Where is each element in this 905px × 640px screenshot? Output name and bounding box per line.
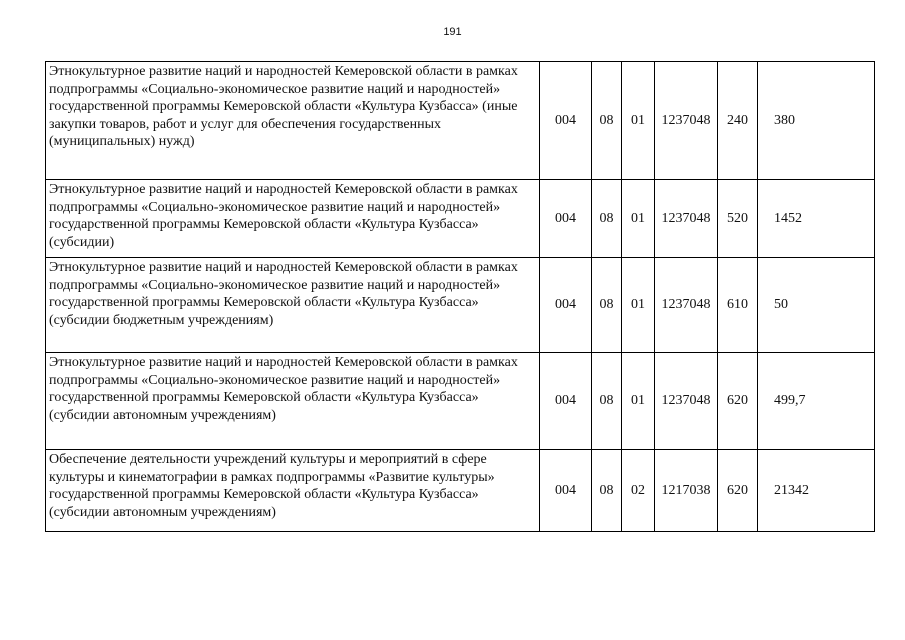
subsection-code: 01 (622, 180, 655, 258)
row-description: Этнокультурное развитие наций и народностей Кемеровской области в рамках подпрограммы «Социально-экономическое развитие наций и народностей» государственной программы Кемеровской области «Культура Кузбасса» (субсидии автономным учреждениям) (46, 353, 540, 450)
amount: 50 (758, 258, 875, 353)
subsection-code: 01 (622, 353, 655, 450)
department-code: 004 (540, 180, 592, 258)
amount: 380 (758, 62, 875, 180)
department-code: 004 (540, 62, 592, 180)
expense-type-code: 240 (718, 62, 758, 180)
target-article-code: 1237048 (655, 258, 718, 353)
subsection-code: 02 (622, 450, 655, 532)
amount: 21342 (758, 450, 875, 532)
amount: 1452 (758, 180, 875, 258)
table-row (46, 450, 875, 532)
target-article-code: 1237048 (655, 180, 718, 258)
section-code: 08 (592, 450, 622, 532)
row-description: Обеспечение деятельности учреждений культуры и мероприятий в сфере культуры и кинематографии в рамках подпрограммы «Развитие культуры» государственной программы Кемеровской области «Культура Кузбасса» (субсидии автономным учреждениям) (46, 450, 540, 532)
section-code: 08 (592, 62, 622, 180)
section-code: 08 (592, 180, 622, 258)
page-number: 191 (443, 26, 462, 38)
target-article-code: 1237048 (655, 62, 718, 180)
section-code: 08 (592, 258, 622, 353)
table-row (46, 258, 875, 353)
section-code: 08 (592, 353, 622, 450)
subsection-code: 01 (622, 258, 655, 353)
expense-type-code: 620 (718, 353, 758, 450)
budget-table (45, 61, 875, 532)
expense-type-code: 620 (718, 450, 758, 532)
subsection-code: 01 (622, 62, 655, 180)
department-code: 004 (540, 450, 592, 532)
amount: 499,7 (758, 353, 875, 450)
department-code: 004 (540, 353, 592, 450)
expense-type-code: 610 (718, 258, 758, 353)
target-article-code: 1217038 (655, 450, 718, 532)
department-code: 004 (540, 258, 592, 353)
row-description: Этнокультурное развитие наций и народностей Кемеровской области в рамках подпрограммы «Социально-экономическое развитие наций и народностей» государственной программы Кемеровской области «Культура Кузбасса» (иные закупки товаров, работ и услуг для обеспечения государственных (муниципальных) нужд) (46, 62, 540, 180)
row-description: Этнокультурное развитие наций и народностей Кемеровской области в рамках подпрограммы «Социально-экономическое развитие наций и народностей» государственной программы Кемеровской области «Культура Кузбасса» (субсидии бюджетным учреждениям) (46, 258, 540, 353)
expense-type-code: 520 (718, 180, 758, 258)
row-description: Этнокультурное развитие наций и народностей Кемеровской области в рамках подпрограммы «Социально-экономическое развитие наций и народностей» государственной программы Кемеровской области «Культура Кузбасса» (субсидии) (46, 180, 540, 258)
table-row (46, 180, 875, 258)
target-article-code: 1237048 (655, 353, 718, 450)
table-row (46, 353, 875, 450)
table-row (46, 62, 875, 180)
